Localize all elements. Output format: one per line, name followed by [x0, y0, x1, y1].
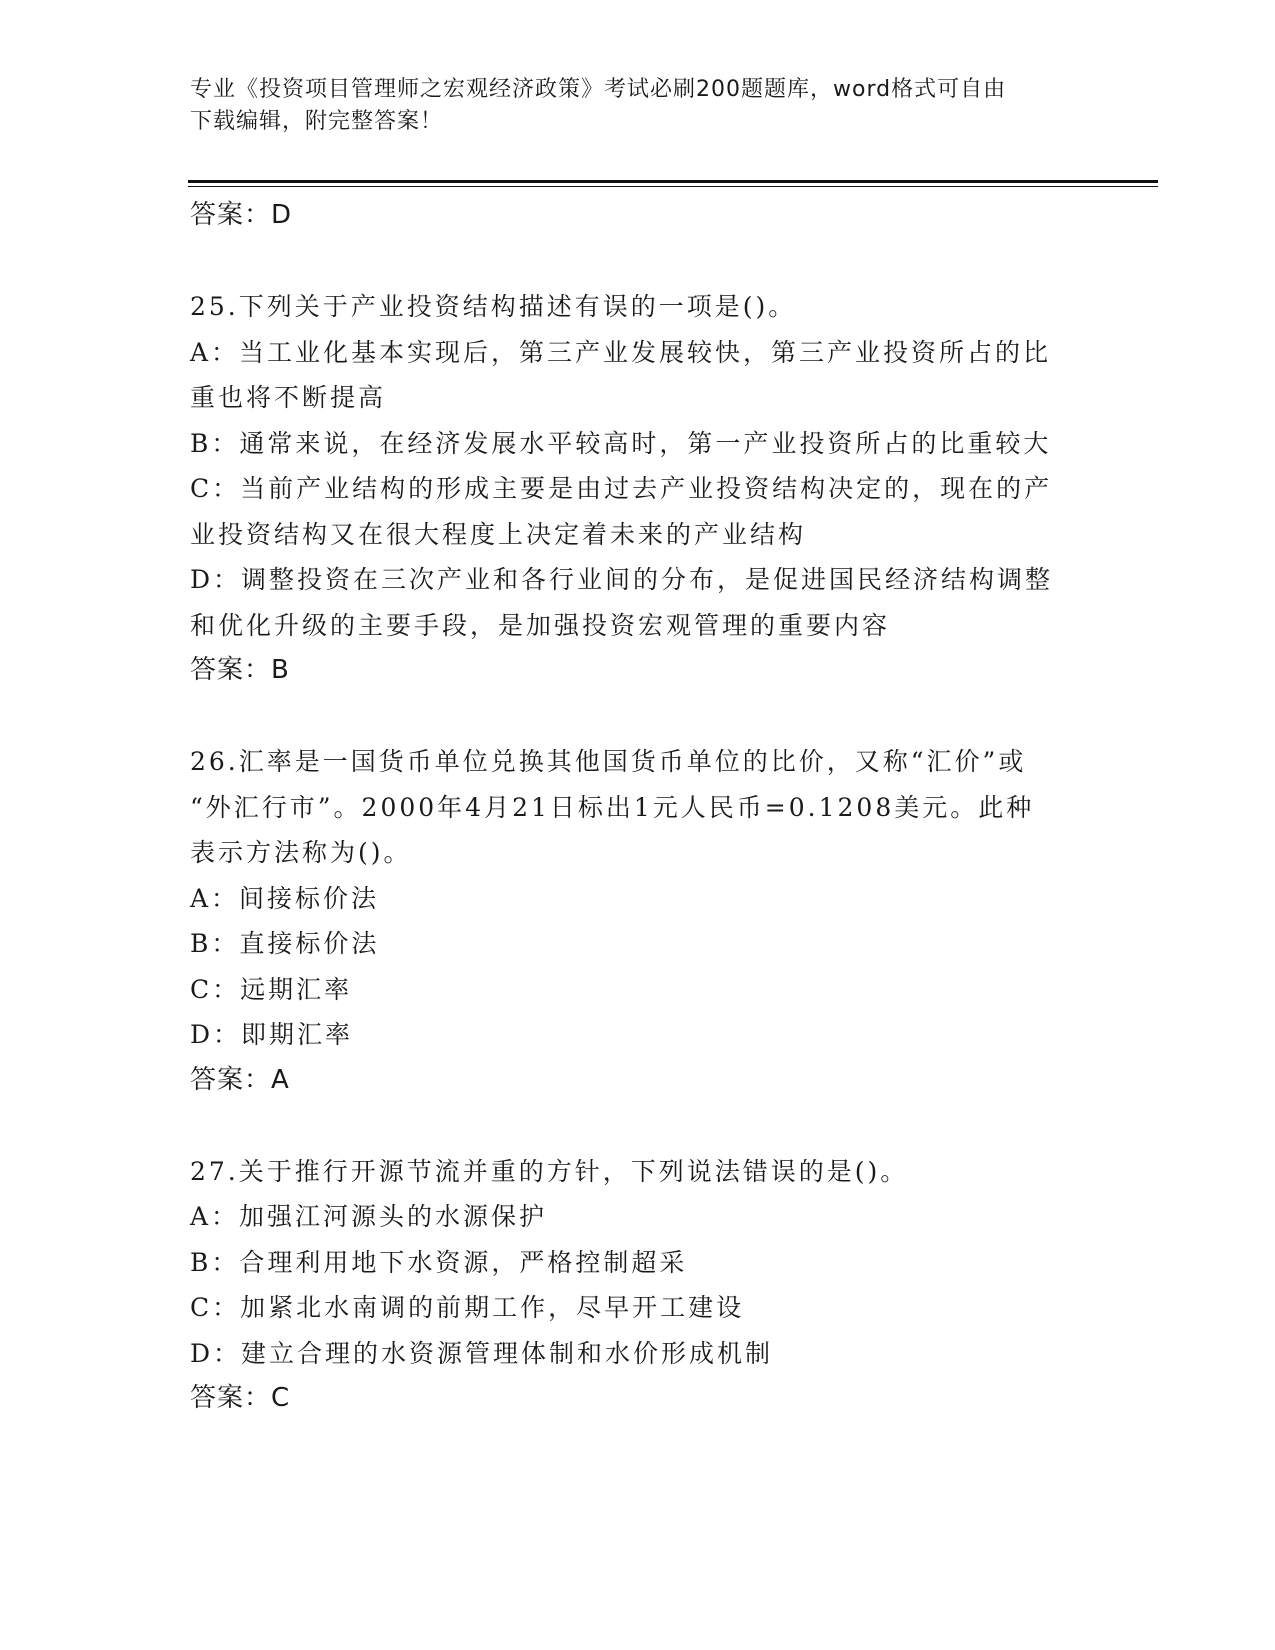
question-stem-continued: “外汇行市”。2000年4月21日标出1元人民币=0.1208美元。此种 [190, 792, 1035, 822]
document-body [190, 193, 1090, 1422]
question-25 [190, 284, 1090, 694]
header-rule-thick [188, 180, 1158, 183]
answer: 答案：C [190, 1383, 291, 1413]
answer: 答案：B [190, 655, 290, 685]
option-c-continued: 业投资结构又在很大程度上决定着未来的产业结构 [190, 519, 807, 549]
question-26 [190, 739, 1090, 1103]
option-b: B：通常来说，在经济发展水平较高时，第一产业投资所占的比重较大 [190, 428, 1052, 458]
option-c: C：当前产业结构的形成主要是由过去产业投资结构决定的，现在的产 [190, 474, 1053, 503]
header-line-1: 专业《投资项目管理师之宏观经济政策》考试必刷200题题库，word格式可自由 [190, 77, 1007, 102]
option-a: A：间接标价法 [190, 883, 380, 913]
option-a: A：加强江河源头的水源保护 [190, 1202, 548, 1231]
question-stem: 25.下列关于产业投资结构描述有误的一项是()。 [190, 292, 797, 321]
option-c: C：远期汇率 [190, 974, 353, 1004]
spacer [190, 694, 1090, 740]
option-d: D：调整投资在三次产业和各行业间的分布，是促进国民经济结构调整 [190, 565, 1054, 594]
answer: 答案：A [190, 1064, 290, 1095]
question-stem-continued: 表示方法称为()。 [190, 838, 412, 867]
answer-previous: 答案：D [190, 200, 293, 230]
spacer [190, 239, 1090, 285]
option-a-continued: 重也将不断提高 [190, 383, 387, 412]
option-b: B：直接标价法 [190, 929, 380, 958]
option-b: B：合理利用地下水资源，严格控制超采 [190, 1247, 688, 1277]
option-d-continued: 和优化升级的主要手段，是加强投资宏观管理的重要内容 [190, 610, 891, 640]
spacer [190, 1103, 1090, 1149]
question-stem: 26.汇率是一国货币单位兑换其他国货币单位的比价，又称“汇价”或 [190, 747, 1027, 776]
option-c: C：加紧北水南调的前期工作，尽早开工建设 [190, 1293, 745, 1322]
option-d: D：即期汇率 [190, 1020, 354, 1049]
header-line-2: 下载编辑，附完整答案！ [190, 109, 444, 134]
option-d: D：建立合理的水资源管理体制和水价形成机制 [190, 1338, 774, 1368]
header-rule-thin [188, 186, 1158, 187]
question-stem: 27.关于推行开源节流并重的方针，下列说法错误的是()。 [190, 1156, 909, 1186]
document-header [190, 74, 1070, 138]
question-27 [190, 1149, 1090, 1422]
option-a: A：当工业化基本实现后，第三产业发展较快，第三产业投资所占的比 [190, 337, 1052, 367]
